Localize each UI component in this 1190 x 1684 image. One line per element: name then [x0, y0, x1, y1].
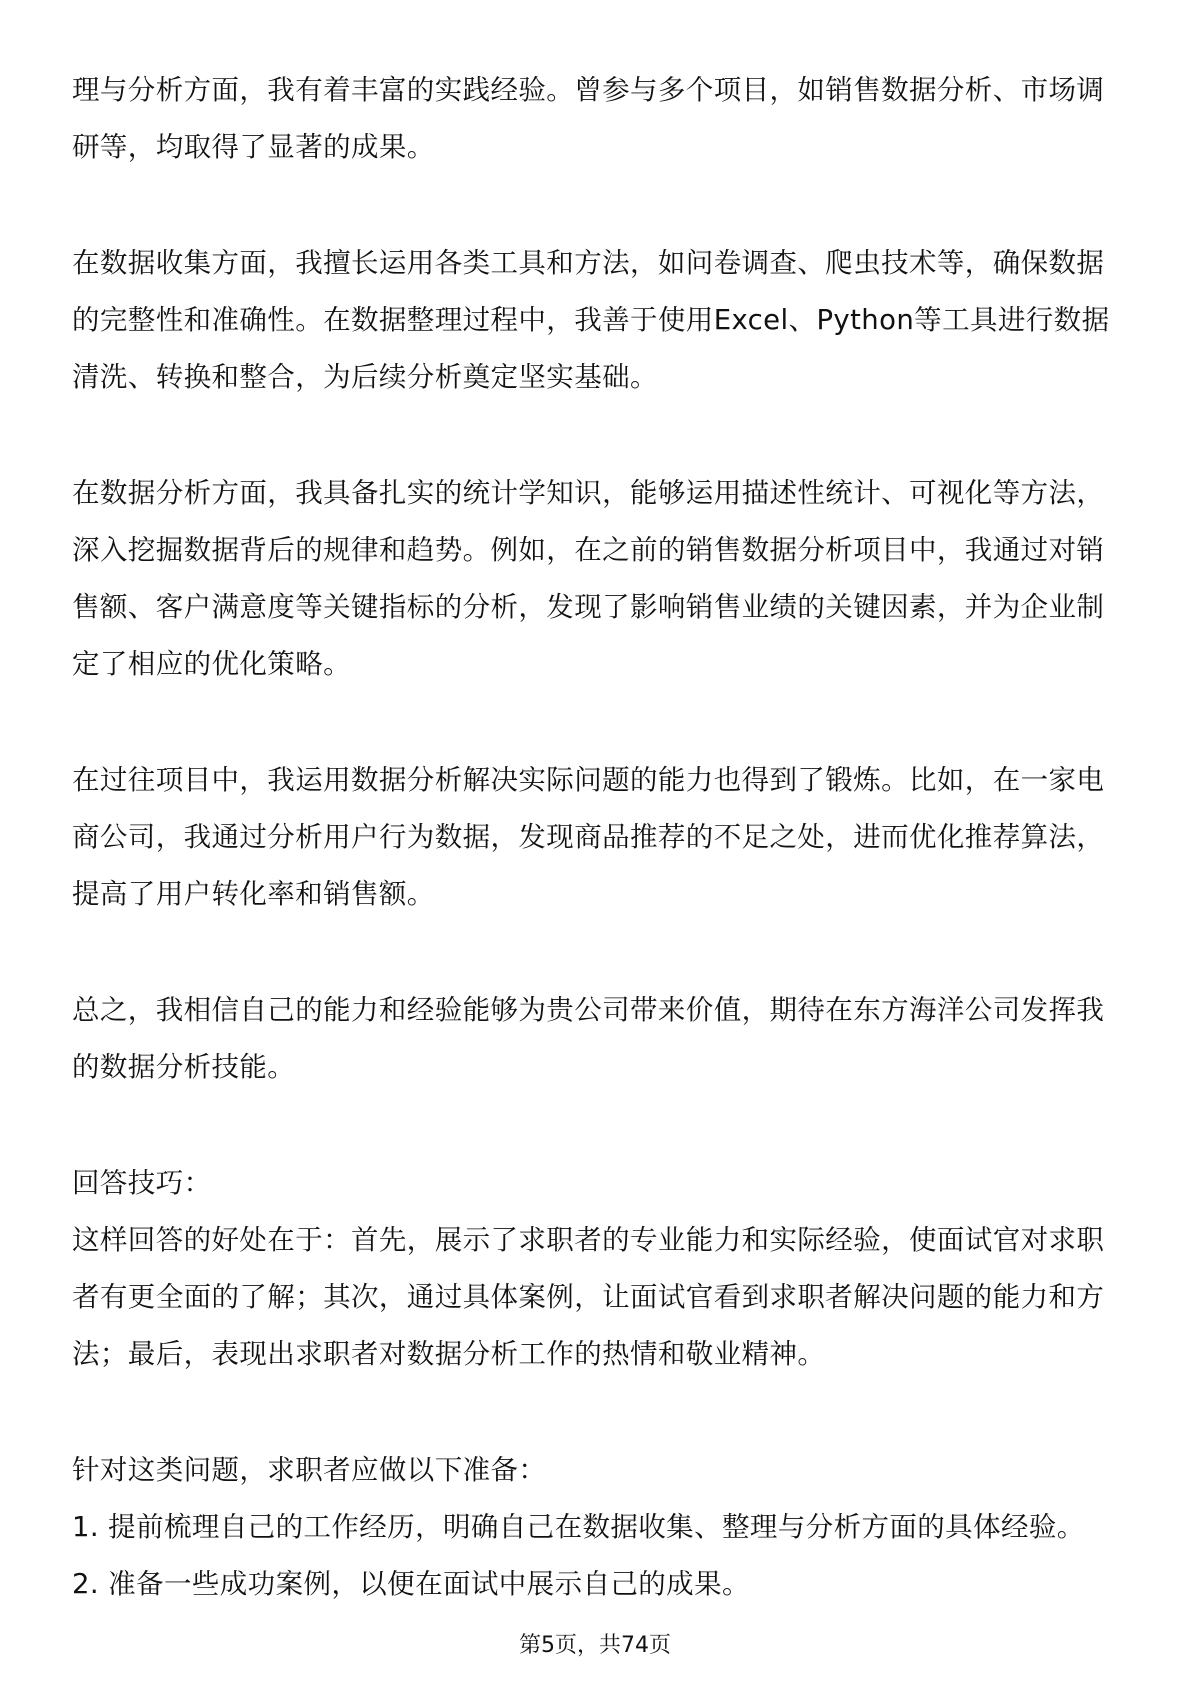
tips-heading: 回答技巧： — [72, 1167, 212, 1199]
paragraph-data-analysis: 在数据分析方面，我具备扎实的统计学知识，能够运用描述性统计、可视化等方法，深入挖掘数据背后的规律和趋势。例如，在之前的销售数据分析项目中，我通过对销售额、客户满意度等关键指标的分析，发现了影响销售业绩的关键因素，并为企业制定了相应的优化策略。 — [72, 477, 1105, 680]
paragraph-data-collection: 在数据收集方面，我擅长运用各类工具和方法，如问卷调查、爬虫技术等，确保数据的完整性和准确性。在数据整理过程中，我善于使用Excel、Python等工具进行数据清洗、转换和整合，为后续分析奠定坚实基础。 — [72, 247, 1110, 393]
document-body — [72, 62, 1122, 1613]
page-number: 第5页，共74页 — [519, 1633, 671, 1658]
paragraph-past-projects: 在过往项目中，我运用数据分析解决实际问题的能力也得到了锻炼。比如，在一家电商公司，我通过分析用户行为数据，发现商品推荐的不足之处，进而优化推荐算法，提高了用户转化率和销售额。 — [72, 764, 1105, 910]
prep-heading: 针对这类问题，求职者应做以下准备： — [72, 1454, 547, 1486]
paragraph-experience-intro: 理与分析方面，我有着丰富的实践经验。曾参与多个项目，如销售数据分析、市场调研等，均取得了显著的成果。 — [72, 74, 1105, 163]
prep-item: 2. 准备一些成功案例，以便在面试中展示自己的成果。 — [72, 1568, 750, 1600]
prep-item: 1. 提前梳理自己的工作经历，明确自己在数据收集、整理与分析方面的具体经验。 — [72, 1511, 1085, 1543]
tips-body: 这样回答的好处在于：首先，展示了求职者的专业能力和实际经验，使面试官对求职者有更全面的了解；其次，通过具体案例，让面试官看到求职者解决问题的能力和方法；最后，表现出求职者对数据分析工作的热情和敬业精神。 — [72, 1224, 1105, 1370]
paragraph-conclusion: 总之，我相信自己的能力和经验能够为贵公司带来价值，期待在东方海洋公司发挥我的数据分析技能。 — [72, 994, 1105, 1083]
